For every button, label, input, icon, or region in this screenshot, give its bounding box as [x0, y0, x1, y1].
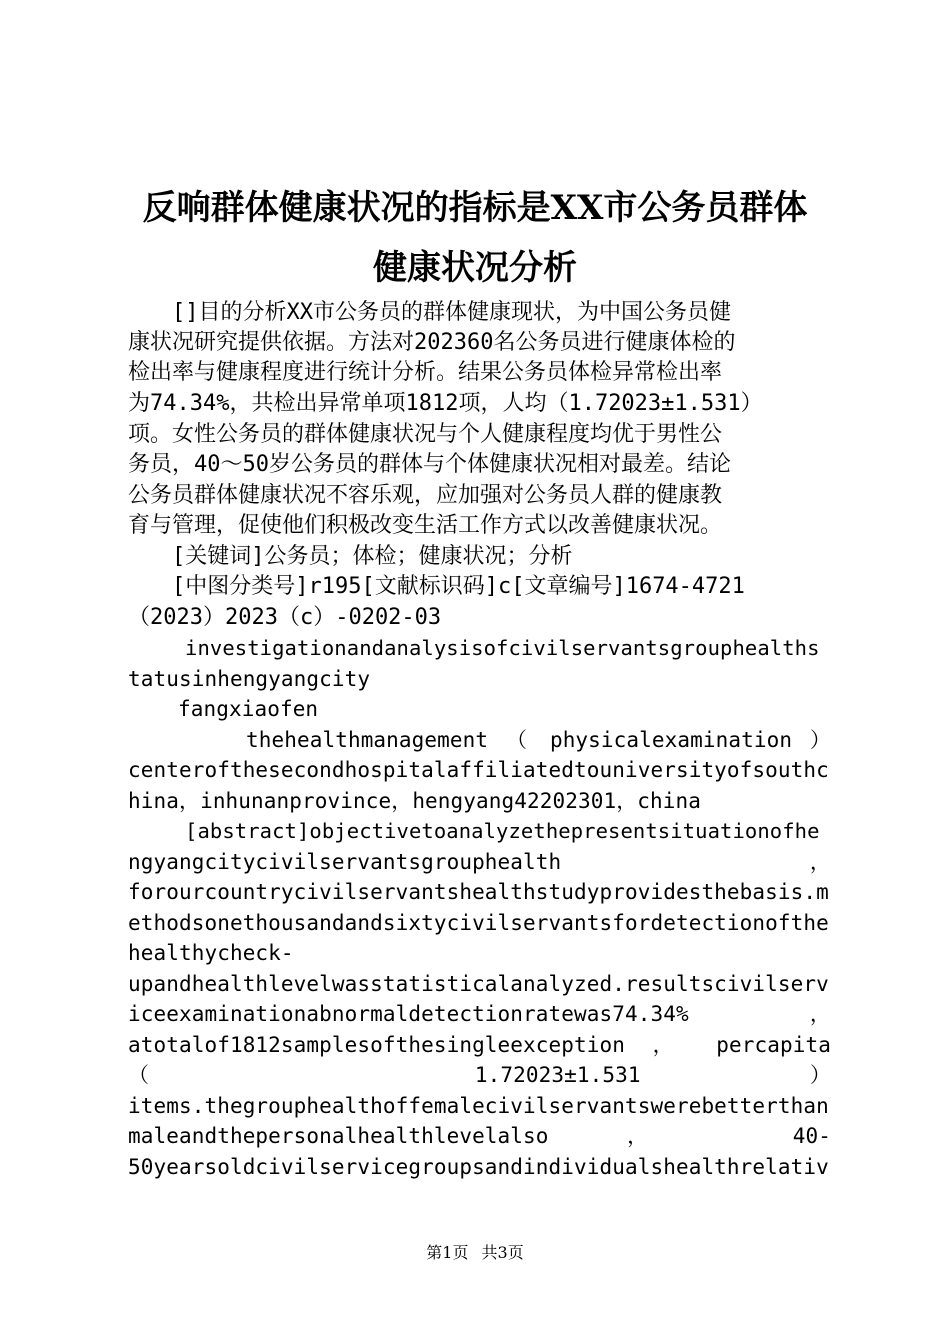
classification-line: [中图分类号]r195[文献标识码]c[文章编号]1674-4721	[172, 574, 745, 599]
classification-line: （2023）2023（c）-0202-03	[128, 605, 442, 630]
abstract-cn-line: 为74.34%，共检出异常单项1812项，人均（1.72023±1.531）	[128, 391, 763, 416]
abstract-en-line: forourcountrycivilservantshealthstudyprovidesthebasis.m	[128, 880, 829, 904]
title-line-1: 反响群体健康状况的指标是XX市公务员群体	[142, 188, 808, 228]
affiliation-line: centerofthesecondhospitalaffiliatedtouniversityofsouthc	[128, 758, 829, 782]
keywords-line: [关键词]公务员；体检；健康状况；分析	[172, 544, 573, 569]
page-footer	[0, 1243, 950, 1263]
en-title-line: tatusinhengyangcity	[128, 667, 371, 691]
abstract-cn-line: 公务员群体健康状况不容乐观，应加强对公务员人群的健康教	[128, 483, 723, 508]
page-total: 共3页	[481, 1243, 524, 1262]
en-title-line: investigationandanalysisofcivilservantsgrouphealths	[185, 636, 820, 660]
abstract-en-line: ethodsonethousandandsixtycivilservantsfordetectionofthe	[128, 911, 829, 935]
author-line: fangxiaofen	[178, 697, 319, 721]
abstract-en-line: healthycheck-	[128, 941, 294, 965]
affiliation-line: hina，inhunanprovince，hengyang42202301，china	[128, 789, 702, 813]
abstract-en-line: items.thegrouphealthoffemalecivilservantswerebetterthan	[128, 1094, 829, 1118]
abstract-en-line: upandhealthlevelwasstatisticalanalyzed.resultscivilserv	[128, 972, 829, 996]
abstract-en-line: atotalof1812samplesofthesingleexception ， percapita	[128, 1033, 831, 1057]
abstract-cn-line: 务员，40～50岁公务员的群体与个体健康状况相对最差。结论	[128, 452, 731, 477]
abstract-cn-line: 项。女性公务员的群体健康状况与个人健康程度均优于男性公	[128, 422, 723, 447]
title-line-2: 健康状况分析	[373, 248, 577, 288]
abstract-en-line: maleandthepersonalhealthlevelalso ， 40-	[128, 1124, 831, 1148]
abstract-en-line: ngyangcitycivilservantsgrouphealth ，	[128, 850, 831, 874]
abstract-en-line: iceexaminationabnormaldetectionratewas74.34% ，	[128, 1002, 831, 1026]
affiliation-line: thehealthmanagement （ physicalexamination ）	[246, 728, 831, 752]
abstract-en-line: 50yearsoldcivilservicegroupsandindividualshealthrelativ	[128, 1155, 829, 1179]
page-number: 第1页	[426, 1243, 469, 1262]
abstract-en-line: [abstract]objectivetoanalyzethepresentsituationofhe	[185, 819, 820, 843]
abstract-cn-line: 育与管理，促使他们积极改变生活工作方式以改善健康状况。	[128, 513, 723, 538]
abstract-en-line: （ 1.72023±1.531 ）	[128, 1063, 831, 1087]
abstract-cn-line: 检出率与健康程度进行统计分析。结果公务员体检异常检出率	[128, 360, 723, 385]
abstract-cn-line: []目的分析XX市公务员的群体健康现状，为中国公务员健	[172, 300, 731, 325]
abstract-cn-line: 康状况研究提供依据。方法对202360名公务员进行健康体检的	[128, 330, 736, 355]
